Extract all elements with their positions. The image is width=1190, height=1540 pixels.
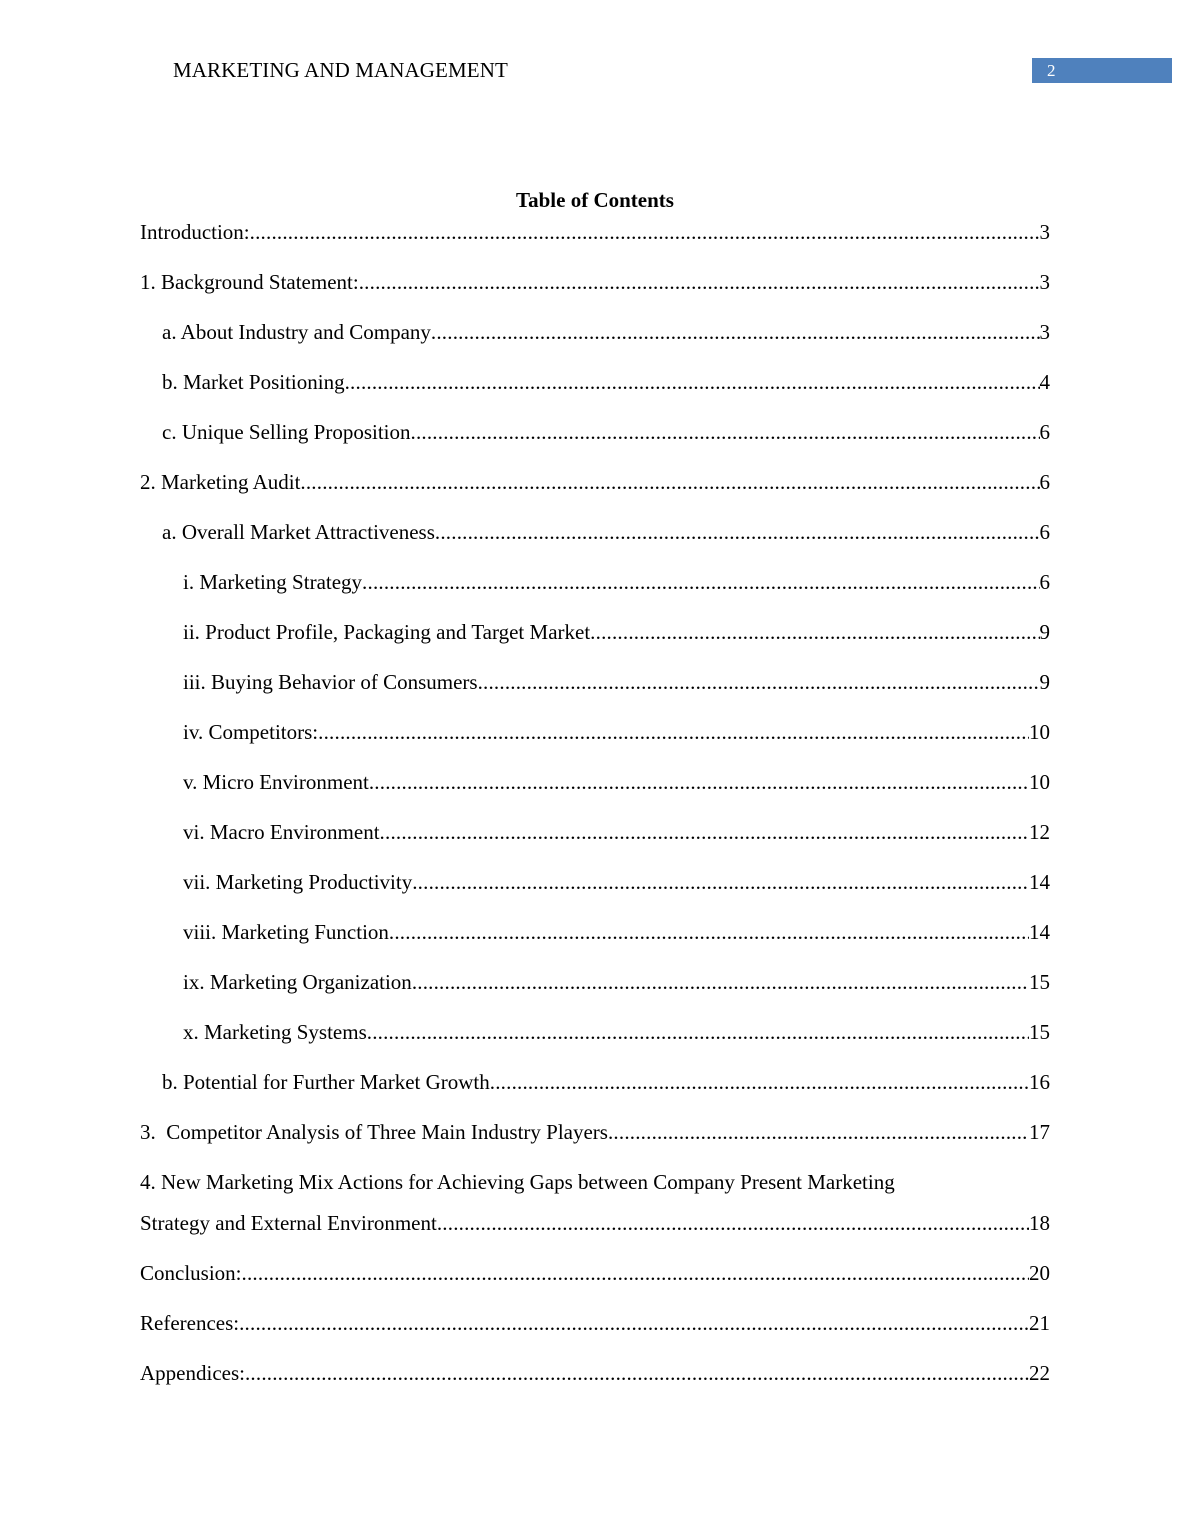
toc-entry-usp[interactable] [140,418,1050,468]
toc-page-number: 9 [1039,670,1050,694]
dot-leader [590,618,1039,646]
dot-leader [242,1259,1029,1287]
dot-leader [608,1118,1029,1146]
toc-entry-competitor-analysis[interactable] [140,1118,1050,1168]
dot-leader [411,418,1040,446]
toc-entry-text: Appendices: [140,1361,245,1385]
toc-entry-text: c. Unique Selling Proposition [162,420,411,444]
toc-page-number: 6 [1039,520,1050,544]
dot-leader [300,468,1039,496]
dot-leader [367,1018,1029,1046]
toc-entry-text: 1. Background Statement: [140,270,359,294]
dot-leader [478,668,1040,696]
toc-entry-references[interactable] [140,1309,1050,1359]
toc-entry-text: Conclusion: [140,1261,242,1285]
toc-entry-marketing-audit[interactable] [140,468,1050,518]
dot-leader [318,718,1029,746]
dot-leader [250,218,1040,246]
toc-page-number: 17 [1029,1120,1050,1144]
dot-leader [345,368,1040,396]
toc-page-number: 9 [1039,620,1050,644]
toc-page-number: 6 [1039,570,1050,594]
toc-entry-text: a. Overall Market Attractiveness [162,520,435,544]
dot-leader [435,518,1040,546]
toc-entry-text: Strategy and External Environment [140,1211,437,1235]
toc-page-number: 14 [1029,870,1050,894]
toc-page-number: 18 [1029,1211,1050,1235]
toc-page-number: 6 [1039,420,1050,444]
toc-entry-marketing-strategy[interactable] [140,568,1050,618]
toc-entry-competitors[interactable] [140,718,1050,768]
dot-leader [437,1209,1029,1237]
toc-title: Table of Contents [516,188,674,212]
toc-entry-text: ix. Marketing Organization [183,970,412,994]
toc-entry-text: References: [140,1311,240,1335]
toc-page-number: 21 [1029,1311,1050,1335]
dot-leader [239,1309,1029,1337]
toc-entry-text: v. Micro Environment [183,770,369,794]
toc-entry-macro-environment[interactable] [140,818,1050,868]
toc-page-number: 14 [1029,920,1050,944]
page-number: 2 [1032,58,1172,83]
toc-page-number: 3 [1039,270,1050,294]
toc-entry-text: b. Potential for Further Market Growth [162,1070,490,1094]
toc-entry-text: b. Market Positioning [162,370,345,394]
toc-entry-text: iv. Competitors: [183,720,319,744]
dot-leader [412,868,1029,896]
toc-page-number: 4 [1039,370,1050,394]
toc-entry-text: ii. Product Profile, Packaging and Target Market [183,620,591,644]
toc-entry-product-profile[interactable] [140,618,1050,668]
toc-entry-text: Introduction: [140,220,250,244]
toc-entry-marketing-organization[interactable] [140,968,1050,1018]
toc-page-number: 10 [1029,720,1050,744]
toc-entry-market-growth[interactable] [140,1068,1050,1118]
toc-entry-marketing-productivity[interactable] [140,868,1050,918]
toc-entry-marketing-systems[interactable] [140,1018,1050,1068]
toc-page-number: 3 [1039,320,1050,344]
dot-leader [369,768,1029,796]
toc-entry-text: 2. Marketing Audit [140,470,301,494]
dot-leader [412,968,1029,996]
toc-entry-market-positioning[interactable] [140,368,1050,418]
toc-entry-text: viii. Marketing Function [183,920,389,944]
dot-leader [359,268,1040,296]
toc-page-number: 3 [1039,220,1050,244]
toc-entry-marketing-mix[interactable] [140,1168,1050,1259]
toc-entry-background-statement[interactable] [140,268,1050,318]
toc-entry-about-industry[interactable] [140,318,1050,368]
toc-entry-micro-environment[interactable] [140,768,1050,818]
toc-page-number: 12 [1029,820,1050,844]
dot-leader [245,1359,1029,1387]
toc-page-number: 6 [1039,470,1050,494]
toc-entry-marketing-function[interactable] [140,918,1050,968]
toc-page-number: 20 [1029,1261,1050,1285]
dot-leader [490,1068,1029,1096]
toc-entry-text: vi. Macro Environment [183,820,380,844]
toc-entry-buying-behavior[interactable] [140,668,1050,718]
toc-entry-appendices[interactable] [140,1359,1050,1409]
toc-page-number: 15 [1029,1020,1050,1044]
toc-entry-text-line1: 4. New Marketing Mix Actions for Achieving Gaps between Company Present Marketing [140,1170,895,1194]
toc-entry-text: x. Marketing Systems [183,1020,367,1044]
toc-entry-text: i. Marketing Strategy [183,570,363,594]
dot-leader [380,818,1029,846]
dot-leader [389,918,1029,946]
dot-leader [362,568,1039,596]
running-head: MARKETING AND MANAGEMENT [173,58,508,82]
toc-entry-text: 3. Competitor Analysis of Three Main Industry Players [140,1120,608,1144]
toc-entry-text: iii. Buying Behavior of Consumers [183,670,478,694]
toc-entry-market-attractiveness[interactable] [140,518,1050,568]
toc-entry-conclusion[interactable] [140,1259,1050,1309]
toc-page-number: 16 [1029,1070,1050,1094]
toc-entry-introduction[interactable] [140,218,1050,268]
toc-page-number: 10 [1029,770,1050,794]
toc-entry-text: a. About Industry and Company [162,320,431,344]
toc-page-number: 15 [1029,970,1050,994]
table-of-contents [140,218,1050,1409]
toc-page-number: 22 [1029,1361,1050,1385]
dot-leader [431,318,1040,346]
toc-entry-text: vii. Marketing Productivity [183,870,413,894]
